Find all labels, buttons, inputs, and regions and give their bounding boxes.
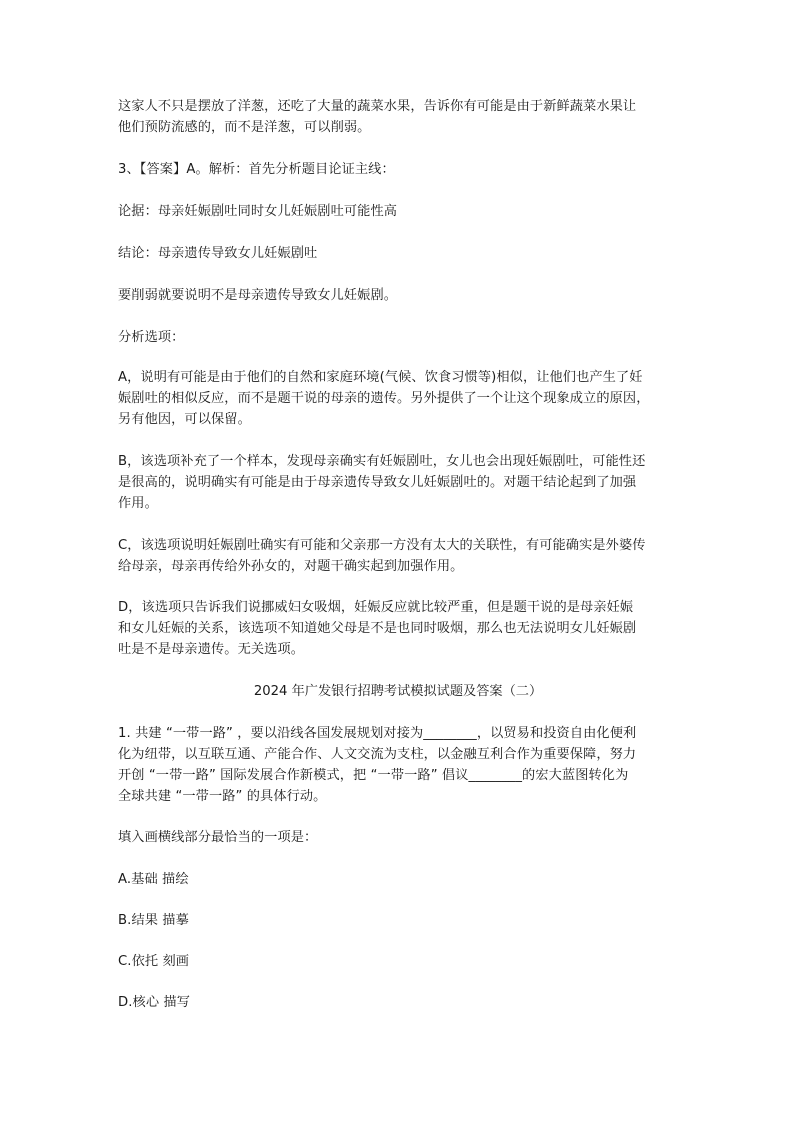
text-line: 化为纽带，以互联互通、产能合作、人文交流为支柱，以金融互利合作为重要保障，努力 — [118, 747, 637, 762]
text-line: 作用。 — [118, 496, 158, 511]
text-line: 吐是不是母亲遗传。无关选项。 — [118, 642, 305, 657]
text-line: 另有他因，可以保留。 — [118, 412, 251, 427]
text-line: C，该选项说明妊娠剧吐确实有可能和父亲那一方没有太大的关联性，有可能确实是外婆传 — [118, 538, 646, 553]
option-d: D.核心 描写 — [118, 995, 190, 1010]
question-1-text — [118, 723, 678, 807]
text-line: 这家人不只是摆放了洋葱，还吃了大量的蔬菜水果，告诉你有可能是由于新鲜蔬菜水果让 — [118, 99, 637, 114]
argument-premise: 论据：母亲妊娠剧吐同时女儿妊娠剧吐可能性高 — [118, 204, 398, 219]
option-a-analysis — [118, 367, 678, 430]
text-line: B，该选项补充了一个样本，发现母亲确实有妊娠剧吐，女儿也会出现妊娠剧吐，可能性还 — [118, 454, 646, 469]
option-b-analysis — [118, 451, 678, 514]
text-line: A，说明有可能是由于他们的自然和家庭环境(气候、饮食习惯等)相似，让他们也产生了妊 — [118, 370, 643, 385]
text-line: D，该选项只告诉我们说挪威妇女吸烟，妊娠反应就比较严重，但是题干说的是母亲妊娠 — [118, 600, 634, 615]
option-b: B.结果 描摹 — [118, 913, 189, 928]
option-c-analysis — [118, 535, 678, 577]
answer-3-heading: 3、【答案】A。解析：首先分析题目论证主线： — [118, 162, 395, 177]
text-line: 1. 共建 “一带一路” ，要以沿线各国发展规划对接为________，以贸易和投资自由化便利 — [118, 726, 637, 741]
text-line: 和女儿妊娠的关系，该选项不知道她父母是不是也同时吸烟，那么也无法说明女儿妊娠剧 — [118, 621, 637, 636]
section-title: 2024 年广发银行招聘考试模拟试题及答案（二） — [253, 684, 543, 699]
option-c: C.依托 刻画 — [118, 954, 190, 969]
text-line: 他们预防流感的，而不是洋葱，可以削弱。 — [118, 120, 371, 135]
paragraph-continuation — [118, 96, 678, 138]
option-d-analysis — [118, 597, 678, 660]
text-line: 是很高的，说明确实有可能是由于母亲遗传导致女儿妊娠剧吐的。对题干结论起到了加强 — [118, 475, 637, 490]
text-line: 给母亲，母亲再传给外孙女的，对题干确实起到加强作用。 — [118, 559, 464, 574]
text-line: 开创 “一带一路” 国际发展合作新模式，把 “一带一路” 倡议________的宏大蓝图转化为 — [118, 768, 629, 783]
option-a: A.基础 描绘 — [118, 872, 189, 887]
weaken-requirement: 要削弱就要说明不是母亲遗传导致女儿妊娠剧。 — [118, 288, 398, 303]
question-prompt: 填入画横线部分最恰当的一项是： — [118, 830, 318, 845]
text-line: 娠剧吐的相似反应，而不是题干说的母亲的遗传。另外提供了一个让这个现象成立的原因， — [118, 391, 650, 406]
text-line: 全球共建 “一带一路” 的具体行动。 — [118, 789, 327, 804]
analyze-options-label: 分析选项： — [118, 330, 185, 345]
argument-conclusion: 结论：母亲遗传导致女儿妊娠剧吐 — [118, 246, 318, 261]
